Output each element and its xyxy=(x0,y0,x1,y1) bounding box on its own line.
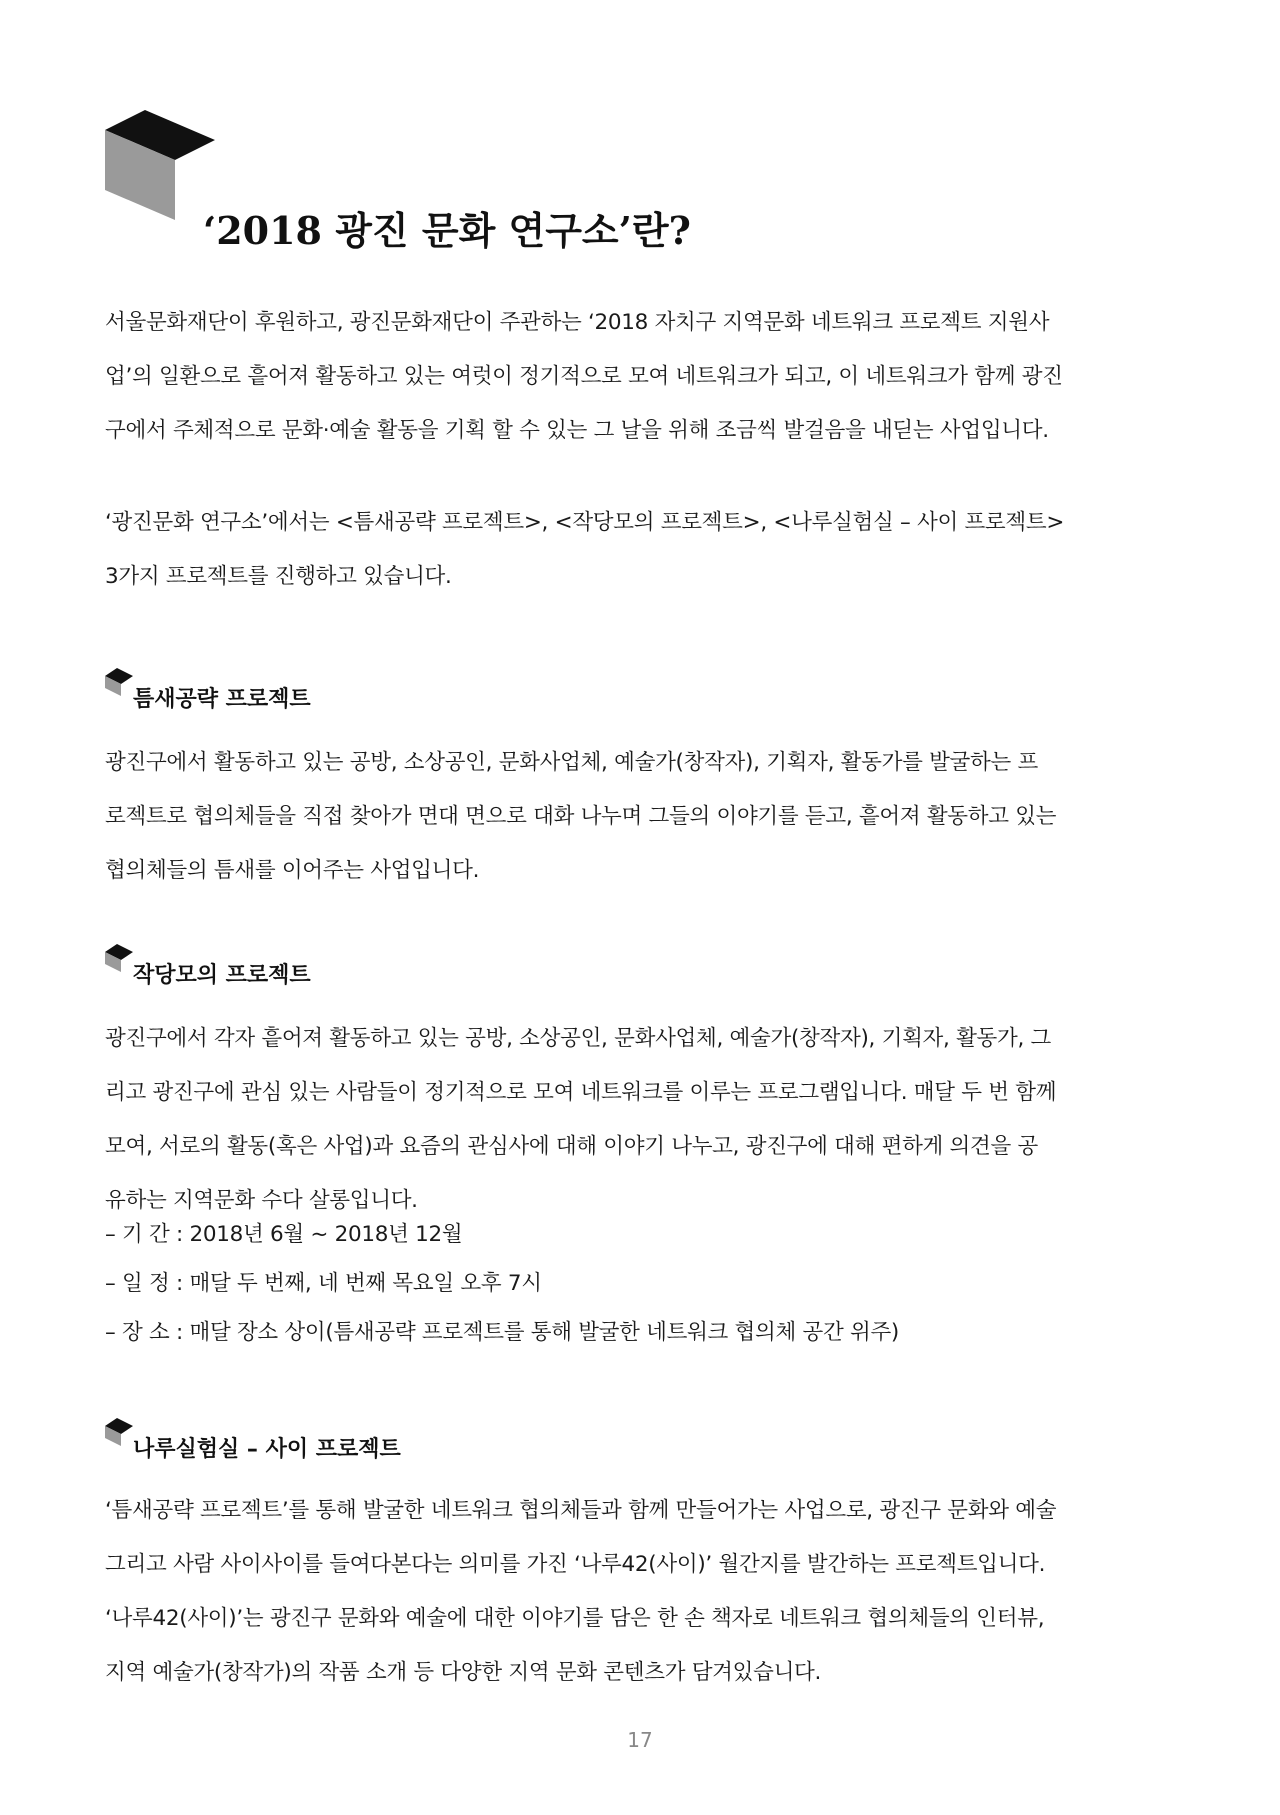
page-number: 17 xyxy=(627,1728,653,1752)
projects-intro-paragraph xyxy=(105,496,1185,604)
text-line: ‘나루42(사이)’는 광진구 문화와 예술에 대한 이야기를 담은 한 손 책자로 네트워크 협의체들의 인터뷰, xyxy=(105,1606,1045,1631)
details-list xyxy=(105,1210,1185,1357)
page-title: ‘2018 광진 문화 연구소’란? xyxy=(203,208,691,253)
text-line: ‘광진문화 연구소’에서는 <틈새공략 프로젝트>, <작당모의 프로젝트>, <나루실험실 – 사이 프로젝트> xyxy=(105,510,1065,535)
section-title: 틈새공략 프로젝트 xyxy=(133,687,311,712)
text-line: 리고 광진구에 관심 있는 사람들이 정기적으로 모여 네트워크를 이루는 프로그램입니다. 매달 두 번 함께 xyxy=(105,1080,1057,1105)
cube-bullet-icon xyxy=(105,1418,133,1450)
section-heading xyxy=(105,668,705,712)
detail-item: – 장 소 : 매달 장소 상이(틈새공략 프로젝트를 통해 발굴한 네트워크 협의체 공간 위주) xyxy=(105,1320,899,1345)
section-body xyxy=(105,1484,1185,1700)
title-block xyxy=(105,110,1205,253)
section-title: 나루실험실 – 사이 프로젝트 xyxy=(133,1437,401,1462)
text-line: 업’의 일환으로 흩어져 활동하고 있는 여럿이 정기적으로 모여 네트워크가 되고, 이 네트워크가 함께 광진 xyxy=(105,364,1063,389)
text-line: 로젝트로 협의체들을 직접 찾아가 면대 면으로 대화 나누며 그들의 이야기를 듣고, 흩어져 활동하고 있는 xyxy=(105,804,1057,829)
cube-bullet-icon xyxy=(105,944,133,976)
text-line: 모여, 서로의 활동(혹은 사업)과 요즘의 관심사에 대해 이야기 나누고, 광진구에 대해 편하게 의견을 공 xyxy=(105,1134,1038,1159)
text-line: 지역 예술가(창작가)의 작품 소개 등 다양한 지역 문화 콘텐츠가 담겨있습니다. xyxy=(105,1660,822,1685)
detail-item: – 일 정 : 매달 두 번째, 네 번째 목요일 오후 7시 xyxy=(105,1271,542,1296)
section-heading xyxy=(105,944,705,988)
text-line: 협의체들의 틈새를 이어주는 사업입니다. xyxy=(105,858,480,883)
intro-paragraph xyxy=(105,296,1185,458)
text-line: 구에서 주체적으로 문화·예술 활동을 기획 할 수 있는 그 날을 위해 조금씩 발걸음을 내딛는 사업입니다. xyxy=(105,418,1049,443)
text-line: 3가지 프로젝트를 진행하고 있습니다. xyxy=(105,564,452,589)
text-line: 광진구에서 각자 흩어져 활동하고 있는 공방, 소상공인, 문화사업체, 예술가(창작자), 기획자, 활동가, 그 xyxy=(105,1026,1052,1051)
cube-bullet-icon xyxy=(105,668,133,700)
section-heading xyxy=(105,1418,705,1462)
section-body xyxy=(105,736,1185,898)
cube-icon xyxy=(105,110,215,220)
detail-item: – 기 간 : 2018년 6월 ~ 2018년 12월 xyxy=(105,1222,463,1247)
text-line: 유하는 지역문화 수다 살롱입니다. xyxy=(105,1188,418,1213)
text-line: 광진구에서 활동하고 있는 공방, 소상공인, 문화사업체, 예술가(창작자), 기획자, 활동가를 발굴하는 프 xyxy=(105,750,1038,775)
text-line: 그리고 사람 사이사이를 들여다본다는 의미를 가진 ‘나루42(사이)’ 월간지를 발간하는 프로젝트입니다. xyxy=(105,1552,1046,1577)
text-line: ‘틈새공략 프로젝트’를 통해 발굴한 네트워크 협의체들과 함께 만들어가는 사업으로, 광진구 문화와 예술 xyxy=(105,1498,1057,1523)
text-line: 서울문화재단이 후원하고, 광진문화재단이 주관하는 ‘2018 자치구 지역문화 네트워크 프로젝트 지원사 xyxy=(105,310,1050,335)
section-body xyxy=(105,1012,1185,1228)
section-title: 작당모의 프로젝트 xyxy=(133,963,311,988)
